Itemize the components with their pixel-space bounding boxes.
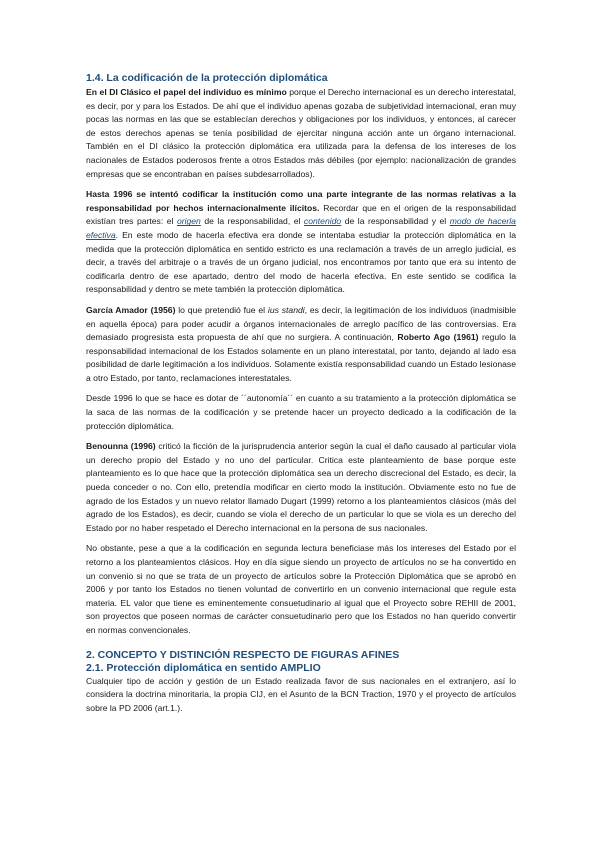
paragraph-2 (86, 188, 516, 297)
p2-text-4: . En este modo de hacerla efectiva era donde se intentaba estudiar la protección diplomática en la medida que la protección diplomática en sentido estricto es una reclamación a través de un arreglo judicial, es decir, a través del arbitraje o a través de un órgano judicial, nos encontramos por tanto que era su intento de codificarla dentro de ese apartado, dentro del modo de hacerla efectiva. En este sentido se codifica la responsabilidad y dentro se mete también la protección diplomática. (86, 229, 516, 295)
p2-modo: modo de hacerla efectiva (86, 216, 516, 240)
p5-name: Benounna (86, 441, 129, 452)
paragraph-1 (86, 86, 516, 181)
p2-bold: Hasta 1996 se intentó codificar la institución como una parte integrante de las normas relativas a la responsabilidad por hechos internacionalmente ilícitos. (86, 189, 516, 213)
paragraph-7: Cualquier tipo de acción y gestión de un Estado realizada favor de sus nacionales en el extranjero, así lo considera la doctrina minoritaria, la propia CIJ, en el Asunto de la BCN Traction, 1970 y el proyecto de artículos sobre la PD 2006 (art.1.). (86, 675, 516, 713)
p1-text: porque el Derecho internacional es un derecho interestatal, es decir, por y para los Estados. De ahí que el individuo apenas gozaba de subjetividad internacional, eran muy pocas las normas en las que se establecían derechos y obligaciones por los individuos, y entonces, al carecer de estos derechos apenas se tenía posibilidad de ejercitar ninguna acción ante un órgano internacional. También en el DI clásico la protección diplomática era utilizada para la defensa de los intereses de los nacionales de Estados poderosos frente a otros Estados más débiles (por ejemplo: nacionalización de grandes empresas que se encontraban en países subdesarrollados). (86, 87, 516, 179)
p1-bold: En el DI Clásico el papel del individuo es mínimo (86, 87, 287, 97)
p3-year-1: (1956) (150, 304, 176, 315)
section-heading-2-1: 2.1. Protección diplomática en sentido AMPLIO (86, 661, 321, 674)
p3-text-1: lo que pretendió fue el (175, 304, 268, 315)
p3-name-2: Roberto Ago (397, 332, 451, 343)
paragraph-3 (86, 304, 516, 386)
p5-text: criticó la ficción de la jurisprudencia anterior según la cual el daño causado al particular viola un derecho propio del Estado y no uno del particular. Critica este planteamiento de base porque este planteamiento es lo que hace que la protección diplomática sea un derecho discrecional del Estado, es decir, la pueda conceder o no. Con ello, pretendía modificar en cierto modo la institución. Obviamente esto no fue de agrado de los Estados y un nuevo relator llamado Dugart (1999) retorno a los planteamientos clásicos (más del agrado de los Estados), es decir, cuando se viola el derecho de un particular lo que se viola es un derecho del Estado por no haber respetado el Derecho internacional en la persona de sus nacionales. (86, 441, 517, 533)
p3-text-3: regulo la responsabilidad internacional de los Estados solamente en un plano interestatal, por tanto, dejando al lado esa posibilidad de darle legitimación a los individuos. Solamente existía responsabilidad cuando un Estado lesionase a otro Estado, por tanto, reclamaciones interestatales. (86, 332, 517, 383)
p3-ius-standi: ius standi (267, 304, 305, 315)
p2-text-1: Recordar que en el origen de la responsabilidad existían tres partes: el (86, 202, 516, 227)
paragraph-6: No obstante, pese a que a la codificación en segunda lectura beneficiase más los intereses del Estado por el retorno a los planteamientos clásicos. Hoy en día sigue siendo un proyecto de artículos no se ha convertido en un convenio si no que se trata de un proyecto de artículos sobre la Protección Diplomática que se aprobó en 2006 y por tanto los Estados no tienen voluntad de convertirlo en un convenio internacional que regule esta materia. EL valor que tiene es eminentemente consuetudinario al igual que el Proyecto sobre REHII de 2001, son proyectos que poseen normas de carácter consuetudinario pero que los Estados no han querido convertir en normas convencionales. (86, 543, 516, 635)
p2-text-2: de la responsabilidad, el (200, 216, 304, 227)
p2-contenido: contenido (303, 216, 342, 227)
document-page (86, 72, 516, 722)
paragraph-4: Desde 1996 lo que se hace es dotar de ´´autonomía´´ en cuanto a su tratamiento a la protección diplomática se la saca de las normas de la codificación y se pretende hacer un proyecto dedicado a la codificación de la protección diplomática. (86, 393, 516, 431)
p3-name-1: García Amador (86, 304, 148, 315)
paragraph-5 (86, 440, 516, 535)
p5-year: (1996) (130, 441, 156, 452)
p2-text-3: de la responsabilidad y el (341, 216, 450, 227)
p3-text-2: , es decir, la legitimación de los individuos (inadmisible en aquella época) para poder acudir a órganos internacionales de arreglo pacífico de las controversias. Era demasiado progresista esta propuesta de ahí que no surgiera. A continuación, (86, 304, 517, 343)
p2-origen: origen (176, 216, 201, 227)
section-heading-2: 2. CONCEPTO Y DISTINCIÓN RESPECTO DE FIGURAS AFINES (86, 648, 400, 661)
p3-year-2: (1961) (453, 332, 479, 343)
section-heading-1-4: 1.4. La codificación de la protección diplomática (86, 72, 328, 84)
